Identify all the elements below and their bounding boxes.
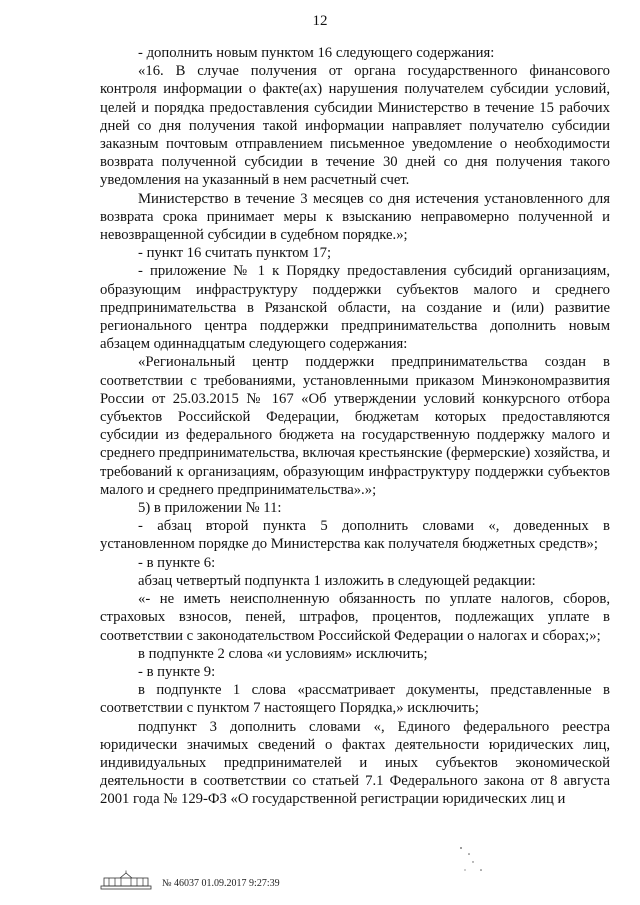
paragraph: Министерство в течение 3 месяцев со дня истечения установленного для возврата срока принимает меры к взысканию неправомерно полученной и невозвращенной субсидии в судебном порядке.»;: [100, 190, 610, 244]
paragraph: подпункт 3 дополнить словами «, Единого федерального реестра юридически значимых сведений о фактах деятельности юридических лиц, индивидуальных предпринимателей и иных субъектов экономической деятельности в соответствии со статьей 7.1 Федерального закона от 8 августа 2001 года № 129-ФЗ «О государственной регистрации юридических лиц и: [100, 718, 610, 808]
paragraph: «16. В случае получения от органа государственного финансового контроля информации о факте(ах) нарушения получателем субсидии условий, целей и порядка предоставления субсидии Министерство в течение 15 рабочих дней со дня получения такой информации направляет получателю субсидии заказным почтовым отправлением письменное уведомление о необходимости возврата полученной субсидии в течение 30 дней со дня получения такого уведомления на указанный в нем расчетный счет.: [100, 63, 610, 189]
paragraph: в подпункте 1 слова «рассматривает документы, представленные в соответствии с пунктом 7 настоящего Порядка,» исключить;: [100, 682, 610, 717]
scan-speck-marks: [455, 840, 495, 880]
paragraph: «- не иметь неисполненную обязанность по уплате налогов, сборов, страховых взносов, пеней, штрафов, процентов, подлежащих уплате в соответствии с законодательством Российской Федерации о налогах и сборах;»;: [100, 591, 610, 644]
paragraph: 5) в приложении № 11:: [138, 500, 282, 517]
registration-number: № 46037 01.09.2017 9:27:39: [162, 878, 280, 889]
page-number: 12: [312, 13, 328, 29]
footer: [100, 868, 420, 890]
paragraph: - абзац второй пункта 5 дополнить словами «, доведенных в установленном порядке до Министерства как получателя бюджетных средств»;: [100, 518, 610, 553]
government-building-stamp-icon: [100, 870, 152, 890]
paragraph: - в пункте 6:: [138, 554, 216, 571]
paragraph: «Региональный центр поддержки предпринимательства создан в соответствии с требованиями, установленными приказом Минэкономразвития России от 25.03.2015 № 167 «Об утверждении условий конкурсного отбора субъектов Российской Федерации, бюджетам которых предоставляются субсидии из федерального бюджета на государственную поддержку малого и среднего предпринимательства, включая крестьянские (фермерские) хозяйства, и требований к организациям, образующим инфраструктуру поддержки субъектов малого и среднего предпринимательства».»;: [100, 354, 610, 498]
paragraph: - в пункте 9:: [138, 663, 216, 680]
paragraph: - дополнить новым пунктом 16 следующего содержания:: [138, 45, 495, 61]
paragraph: - приложение № 1 к Порядку предоставления субсидий организациям, образующим инфраструктуру поддержки субъектов малого и среднего предпринимательства в Рязанской области, на создание и (или) развитие регионального центра поддержки предпринимательства дополнить новым абзацем одиннадцатым следующего содержания:: [100, 263, 610, 353]
paragraph: - пункт 16 считать пунктом 17;: [138, 245, 332, 262]
paragraph: в подпункте 2 слова «и условиям» исключить;: [138, 645, 428, 662]
paragraph: абзац четвертый подпункта 1 изложить в следующей редакции:: [138, 572, 536, 589]
document-body: [100, 44, 610, 809]
